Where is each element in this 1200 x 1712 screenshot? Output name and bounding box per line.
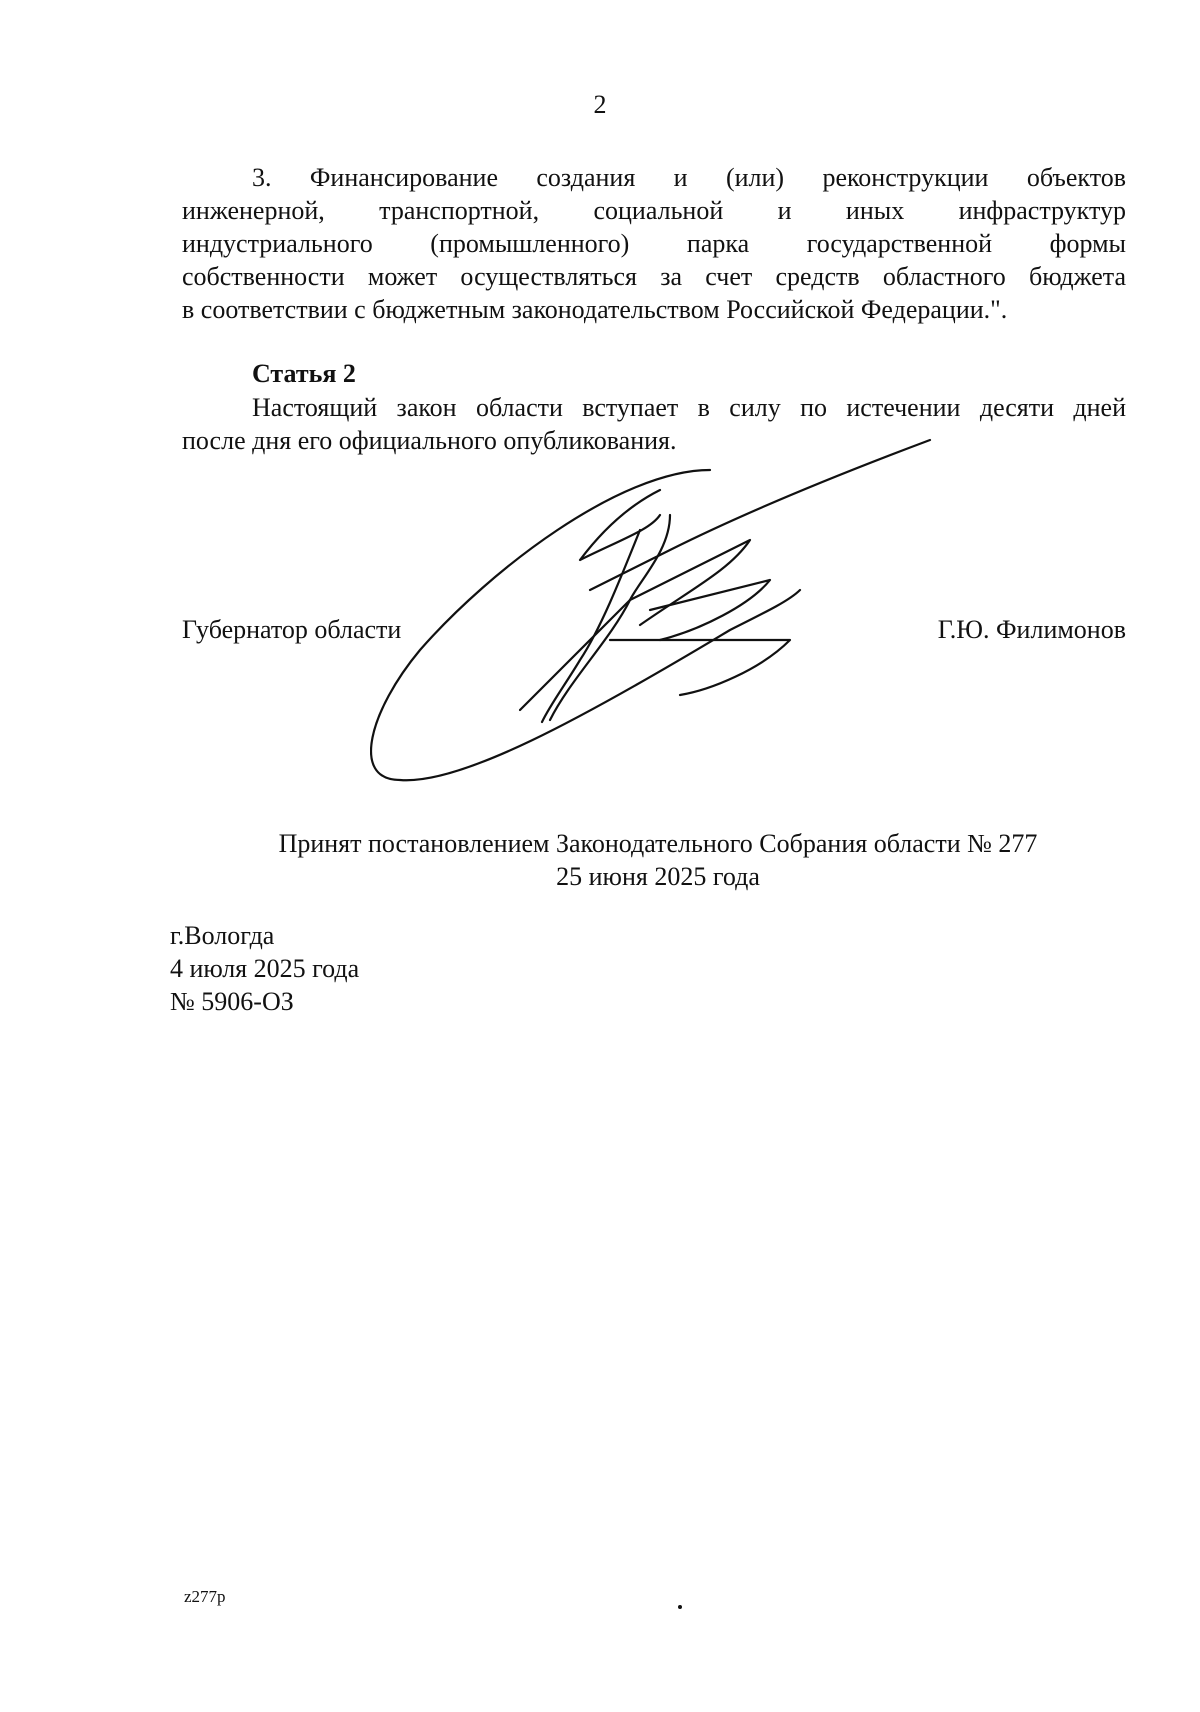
- governor-title: Губернатор области: [182, 615, 402, 644]
- document-code: z277p: [184, 1587, 226, 1606]
- city: г.Вологда: [170, 921, 275, 950]
- paragraph-line: после дня его официального опубликования.: [182, 426, 677, 455]
- paragraph-line: инженерной, транспортной, социальной и иных инфраструктур: [182, 196, 1126, 225]
- signing-date: 4 июля 2025 года: [170, 954, 360, 983]
- paragraph-line: индустриального (промышленного) парка государственной формы: [182, 229, 1126, 258]
- adoption-note: [0, 827, 1200, 893]
- paragraph-line: Настоящий закон области вступает в силу по истечении десяти дней: [252, 393, 1126, 422]
- section-3-paragraph: [182, 161, 1126, 326]
- governor-name: Г.Ю. Филимонов: [937, 615, 1126, 644]
- paragraph-line: 3. Финансирование создания и (или) реконструкции объектов: [252, 163, 1126, 192]
- law-number: № 5906-ОЗ: [170, 987, 294, 1016]
- adoption-date: 25 июня 2025 года: [556, 862, 760, 891]
- adoption-line: Принят постановлением Законодательного Собрания области № 277: [278, 829, 1038, 858]
- dot-mark: [678, 1605, 682, 1609]
- footer-block: [170, 919, 359, 1018]
- paragraph-line: в соответствии с бюджетным законодательством Российской Федерации.".: [182, 295, 1008, 324]
- page-number: 2: [593, 90, 607, 119]
- article-2-heading: Статья 2: [252, 359, 356, 388]
- paragraph-line: собственности может осуществляться за счет средств областного бюджета: [182, 262, 1126, 291]
- handwritten-signature: [370, 430, 950, 800]
